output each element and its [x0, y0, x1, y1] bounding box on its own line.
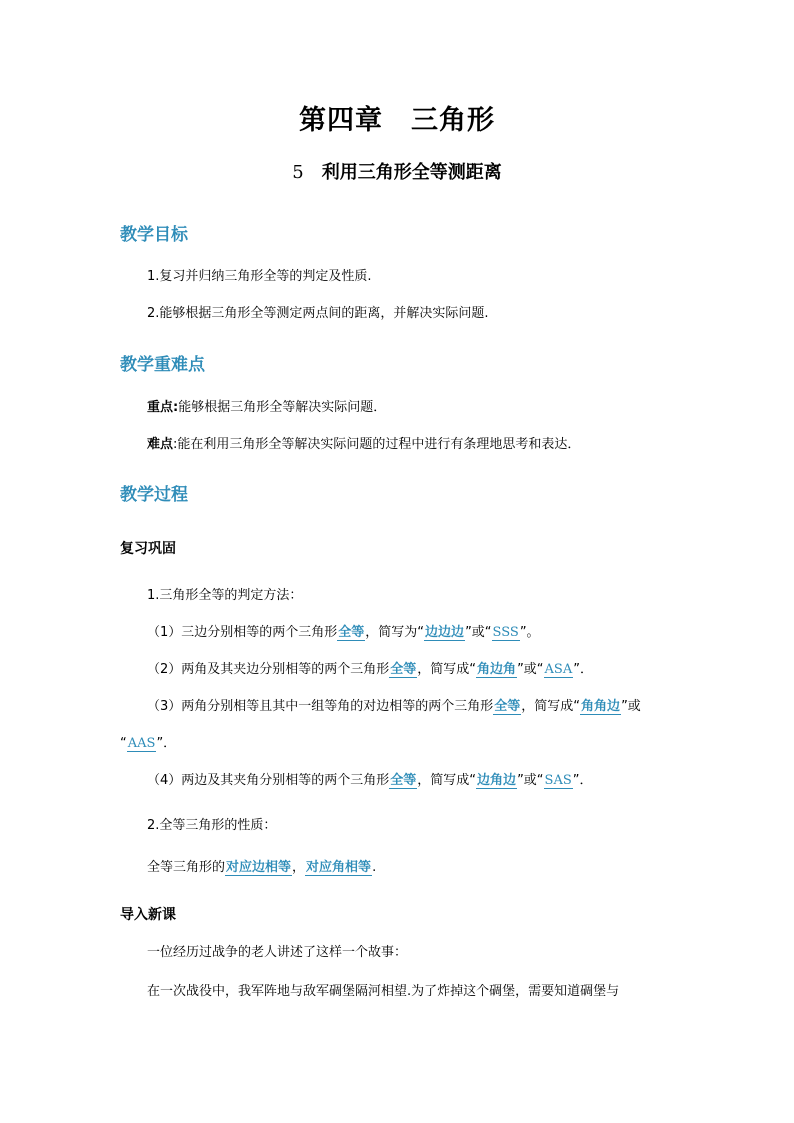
criterion-text: ，简写为“ — [365, 625, 425, 640]
criterion-aas — [147, 699, 641, 715]
answer-blank: 对应角相等 — [306, 860, 372, 875]
goal-item-1: 1.复习并归纳三角形全等的判定及性质. — [147, 269, 372, 284]
criterion-text: ，简写成“ — [417, 662, 477, 677]
answer-blank: 全等 — [390, 773, 417, 788]
lesson-title — [0, 158, 794, 184]
criterion-text: （1）三边分别相等的两个三角形 — [147, 625, 338, 640]
difficult-point-label: 难点 — [147, 437, 174, 452]
difficult-point-text: :能在利用三角形全等解决实际问题的过程中进行有条理地思考和表达． — [173, 437, 581, 452]
heading-goals: 教学目标 — [120, 225, 188, 245]
criterion-asa — [147, 662, 593, 678]
story-paragraph-2: 在一次战役中，我军阵地与敌军碉堡隔河相望.为了炸掉这个碉堡，需要知道碉堡与 — [147, 984, 620, 999]
key-point-text: 能够根据三角形全等解决实际问题． — [178, 400, 387, 415]
subhead-review: 复习巩固 — [120, 541, 176, 557]
answer-blank: 全等 — [390, 662, 417, 677]
lesson-number: 5 — [292, 162, 304, 183]
criterion-text: （2）两角及其夹边分别相等的两个三角形 — [147, 662, 390, 677]
goal-item-2: 2.能够根据三角形全等测定两点间的距离，并解决实际问题. — [147, 306, 489, 321]
difficult-point — [147, 437, 580, 453]
story-paragraph-1: 一位经历过战争的老人讲述了这样一个故事： — [147, 945, 408, 960]
answer-blank: 角边角 — [477, 662, 517, 677]
criterion-text: ”． — [573, 662, 593, 677]
answer-blank: SAS — [544, 773, 572, 788]
answer-blank: 全等 — [338, 625, 365, 640]
chapter-title: 第四章 三角形 — [299, 105, 495, 136]
property-text: 全等三角形的 — [147, 860, 226, 875]
criterion-text: ，简写成“ — [521, 699, 581, 714]
criterion-text: ，简写成“ — [417, 773, 477, 788]
answer-blank: ASA — [544, 662, 573, 677]
answer-blank: SSS — [492, 625, 519, 640]
property-intro: 2.全等三角形的性质： — [147, 818, 277, 833]
criterion-text: ”或“ — [517, 662, 544, 677]
property-line — [147, 860, 376, 876]
criterion-text: ”或“ — [517, 773, 544, 788]
answer-blank: AAS — [127, 736, 156, 751]
criterion-sss — [147, 625, 540, 641]
answer-blank: 角角边 — [581, 699, 621, 714]
criterion-text: ”或 — [621, 699, 641, 714]
answer-blank: 对应边相等 — [226, 860, 292, 875]
property-text: ， — [292, 860, 306, 875]
criterion-text: ”． — [572, 773, 593, 788]
criterion-text: （3）两角分别相等且其中一组等角的对边相等的两个三角形 — [147, 699, 494, 714]
lesson-title-text: 利用三角形全等测距离 — [321, 162, 502, 183]
criterion-text: ”． — [156, 736, 177, 751]
property-text: . — [372, 860, 377, 875]
heading-keypoints: 教学重难点 — [120, 355, 205, 375]
heading-process: 教学过程 — [120, 485, 188, 505]
criterion-text: （4）两边及其夹角分别相等的两个三角形 — [147, 773, 390, 788]
answer-blank: 全等 — [494, 699, 521, 714]
subhead-intro-lesson: 导入新课 — [120, 907, 176, 923]
criterion-text: ”。 — [519, 625, 540, 640]
answer-blank: 边角边 — [477, 773, 517, 788]
criterion-text: ”或“ — [465, 625, 492, 640]
criterion-aas-cont — [120, 736, 176, 752]
answer-blank: 边边边 — [425, 625, 465, 640]
criterion-sas — [147, 773, 593, 789]
key-point — [147, 400, 386, 416]
criterion-text: “ — [120, 736, 127, 751]
key-point-label: 重点: — [147, 400, 179, 415]
review-intro: 1.三角形全等的判定方法： — [147, 588, 303, 603]
